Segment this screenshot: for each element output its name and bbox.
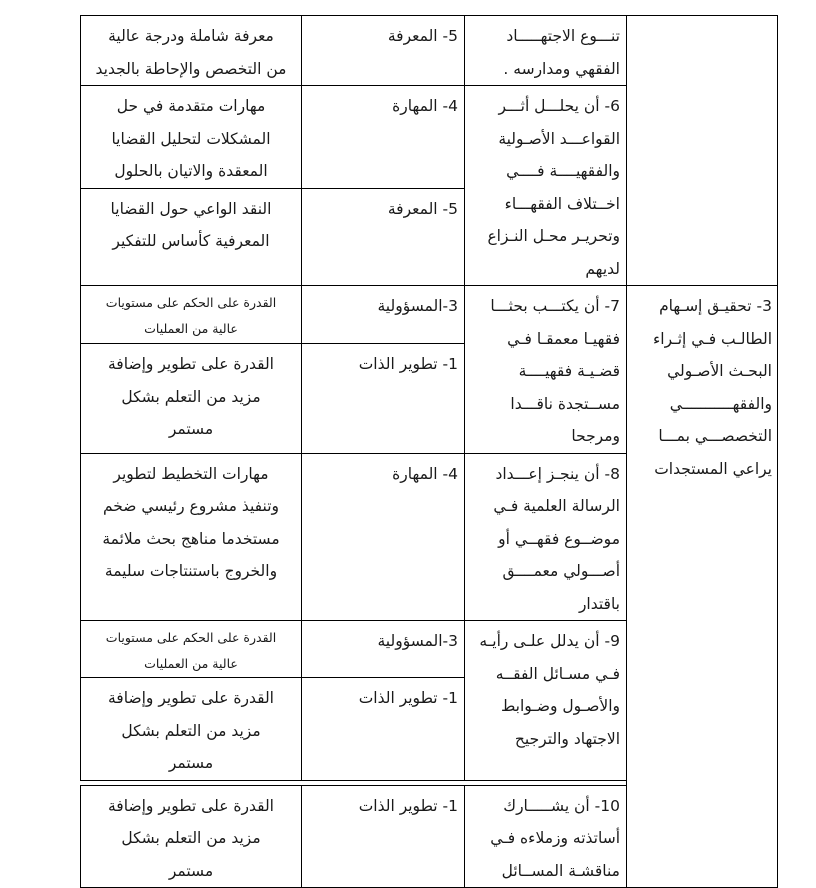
description-text: القدرة على الحكم على مستويات عالية من العمليات [105, 630, 277, 671]
table-row [81, 286, 778, 344]
domain-text: 4- المهارة [392, 97, 458, 115]
description-text: القدرة على الحكم على مستويات عالية من العمليات [105, 295, 277, 336]
outcome-cell [465, 16, 627, 86]
description-text: القدرة على تطوير وإضافة مزيد من التعلم بشكل مستمر [108, 796, 274, 880]
domain-cell [302, 286, 465, 344]
domain-text: 1- تطوير الذات [358, 796, 458, 815]
description-text: القدرة على تطوير وإضافة مزيد من التعلم بشكل مستمر [108, 689, 274, 772]
domain-text: 1- تطوير الذات [358, 689, 458, 707]
outcome-text: تنـــوع الاجتهـــــاد الفقهي ومدارسه . [503, 27, 620, 78]
description-cell [81, 785, 302, 888]
domain-text: 3-المسؤولية [377, 297, 458, 315]
domain-text: 4- المهارة [392, 464, 458, 483]
description-cell [81, 344, 302, 453]
domain-text: 5- المعرفة [387, 27, 458, 45]
description-cell [81, 16, 302, 86]
description-cell [81, 286, 302, 344]
description-text: مهارات التخطيط لتطوير وتنفيذ مشروع رئيسي ضخم مستخدما مناهج بحث ملائمة والخروج باستنتاجات سليمة [102, 464, 280, 580]
outcome-cell [465, 785, 627, 888]
outcome-text: 7- أن يكتـــب بحثـــا فقهيـا معمقـا فـي قضـيـة فقهيــــة مســتجدة ناقـــدا ومرجحا [490, 297, 620, 445]
domain-cell [302, 621, 465, 678]
outcome-cell [465, 286, 627, 454]
description-text: مهارات متقدمة في حل المشكلات لتحليل القضايا المعقدة والاتيان بالحلول [111, 97, 271, 180]
description-cell [81, 453, 302, 621]
domain-text: 3-المسؤولية [377, 632, 458, 650]
outcome-text: 8- أن ينجـز إعـــداد الرسالة العلمية فـي موضــوع فقهــي أو أصـــولي معمــــق باقتدار [493, 464, 620, 613]
outcome-cell [465, 621, 627, 781]
outcome-cell [465, 86, 627, 286]
objective-text: 3- تحقيـق إسـهام الطالـب فـي إثـراء البحـث الأصـولي والفقهـــــــــــي التخصصـــي بمـــا يراعي المستجدات [653, 297, 772, 478]
description-cell [81, 678, 302, 781]
learning-outcomes-table [80, 15, 778, 888]
description-text: النقد الواعي حول القضايا المعرفية كأساس للتفكير [110, 199, 272, 251]
outcome-text: 6- أن يحلـــل أثـــر القواعـــد الأصـولية والفقهيــــة فــــي اخــتلاف الفقهـــاء وتحريـر محـل النـزاع لديهم [487, 97, 620, 278]
domain-text: 5- المعرفة [387, 199, 458, 218]
description-text: القدرة على تطوير وإضافة مزيد من التعلم بشكل مستمر [108, 355, 274, 439]
description-cell [81, 621, 302, 678]
domain-cell [302, 86, 465, 189]
domain-cell [302, 678, 465, 781]
outcome-cell [465, 453, 627, 621]
outcome-text: 10- أن يشـــــارك أساتذته وزملاءه فـي مناقشـة المســائل [490, 796, 620, 880]
domain-cell [302, 453, 465, 621]
outcome-text: 9- أن يدلل علـى رأيـه فـي مسـائل الفقــه والأصـول وضـوابط الاجتهاد والترجيح [479, 632, 620, 748]
description-cell [81, 188, 302, 285]
domain-cell [302, 785, 465, 888]
domain-cell [302, 344, 465, 453]
description-text: معرفة شاملة ودرجة عالية من التخصص والإحاطة بالجديد [95, 27, 287, 78]
objective-cell-empty [627, 16, 778, 286]
description-cell [81, 86, 302, 189]
domain-text: 1- تطوير الذات [358, 355, 458, 374]
domain-cell [302, 16, 465, 86]
table-row [81, 16, 778, 86]
domain-cell [302, 188, 465, 285]
objective-cell [627, 286, 778, 888]
